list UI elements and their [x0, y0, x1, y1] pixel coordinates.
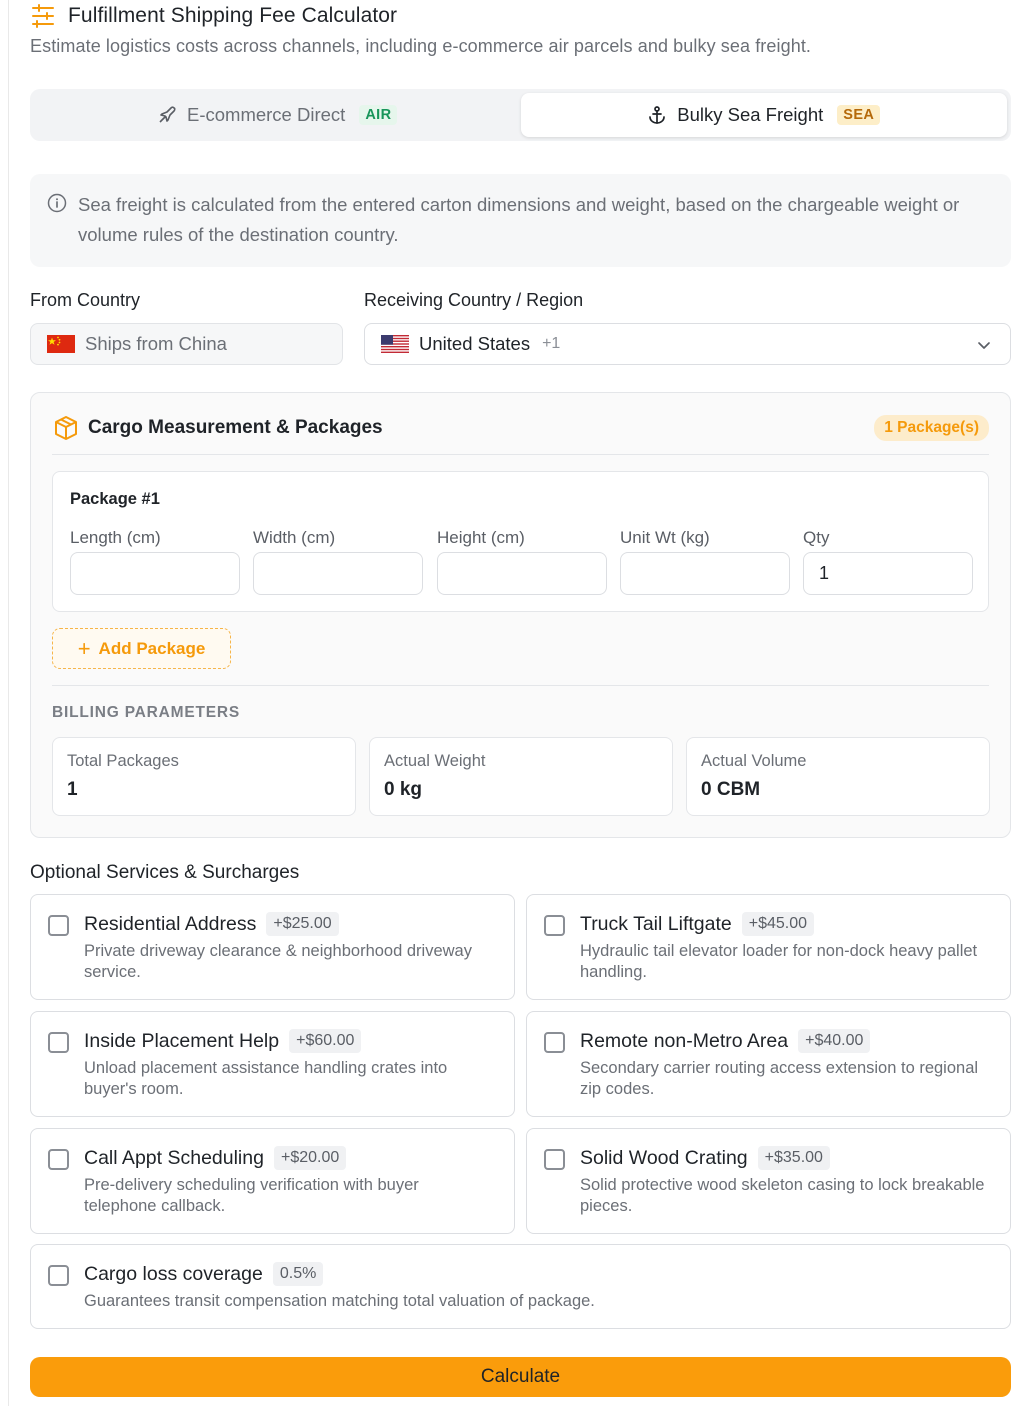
width-label: Width (cm)	[253, 528, 336, 547]
from-country-value: Ships from China	[85, 333, 227, 354]
option-name: Truck Tail Liftgate	[580, 912, 732, 935]
option-name: Residential Address	[84, 912, 257, 935]
option-description: Hydraulic tail elevator loader for non-dock heavy pallet handling.	[580, 942, 978, 981]
option-residential-address[interactable]	[30, 894, 515, 1000]
unit-weight-label: Unit Wt (kg)	[620, 528, 710, 547]
air-badge: AIR	[359, 105, 397, 125]
cargo-header	[52, 414, 383, 442]
tab-sea-label: Bulky Sea Freight	[677, 104, 824, 125]
plane-icon	[157, 105, 177, 125]
option-name: Call Appt Scheduling	[84, 1146, 264, 1169]
from-country-field	[30, 323, 343, 365]
receiving-country-label: Receiving Country / Region	[364, 290, 584, 310]
option-remote-non-metro-area[interactable]	[526, 1011, 1011, 1117]
stat-value: 0 CBM	[701, 779, 761, 800]
unit-weight-input[interactable]	[620, 552, 790, 595]
option-price: +$40.00	[798, 1029, 870, 1053]
qty-input[interactable]: 1	[803, 552, 973, 595]
tab-ecommerce-label: E-commerce Direct	[187, 104, 346, 125]
tab-ecommerce-direct[interactable]	[34, 93, 521, 137]
option-price: 0.5%	[273, 1262, 323, 1286]
option-call-appt-scheduling[interactable]	[30, 1128, 515, 1234]
stat-label: Actual Weight	[384, 752, 486, 770]
checkbox[interactable]	[544, 915, 565, 936]
option-price: +$35.00	[758, 1146, 830, 1170]
info-icon	[47, 193, 67, 213]
checkbox[interactable]	[544, 1149, 565, 1170]
option-truck-tail-liftgate[interactable]	[526, 894, 1011, 1000]
actual-weight-stat	[369, 737, 673, 816]
header	[30, 2, 397, 30]
package-card	[52, 471, 989, 612]
page-title: Fulfillment Shipping Fee Calculator	[68, 4, 398, 27]
option-inside-placement-help[interactable]	[30, 1011, 515, 1117]
option-name-row	[84, 1029, 361, 1053]
checkbox[interactable]	[48, 915, 69, 936]
length-label: Length (cm)	[70, 528, 161, 547]
more-countries-count: +1	[542, 335, 561, 352]
receiving-country-select[interactable]	[364, 323, 1011, 365]
chevron-down-icon	[976, 337, 992, 353]
us-flag-icon	[381, 335, 409, 353]
checkbox[interactable]	[544, 1032, 565, 1053]
option-name: Inside Placement Help	[84, 1029, 280, 1052]
checkbox[interactable]	[48, 1265, 69, 1286]
option-description: Unload placement assistance handling crates into buyer's room.	[84, 1059, 448, 1098]
stat-label: Total Packages	[67, 752, 179, 770]
width-input[interactable]	[253, 552, 423, 595]
sea-badge: SEA	[837, 105, 880, 125]
option-name-row	[84, 1146, 346, 1170]
cargo-section	[30, 392, 1011, 838]
option-name-row	[84, 912, 339, 936]
box-icon	[52, 414, 80, 442]
option-solid-wood-crating[interactable]	[526, 1128, 1011, 1234]
option-description: Solid protective wood skeleton casing to lock breakable pieces.	[580, 1176, 985, 1215]
stat-value: 0 kg	[384, 779, 423, 800]
divider	[52, 454, 989, 455]
length-input[interactable]	[70, 552, 240, 595]
add-package-label: Add Package	[98, 638, 206, 658]
height-input[interactable]	[437, 552, 607, 595]
actual-volume-stat	[686, 737, 990, 816]
checkbox[interactable]	[48, 1032, 69, 1053]
plus-icon: +	[77, 635, 91, 661]
total-packages-stat	[52, 737, 356, 816]
sliders-icon	[30, 3, 56, 29]
anchor-icon	[647, 105, 667, 125]
option-price: +$20.00	[274, 1146, 346, 1170]
height-label: Height (cm)	[437, 528, 525, 547]
package-count-badge: 1 Package(s)	[874, 415, 989, 441]
option-price: +$45.00	[742, 912, 814, 936]
option-name: Cargo loss coverage	[84, 1262, 263, 1285]
option-name-row	[84, 1262, 323, 1286]
add-package-button[interactable]	[52, 628, 231, 669]
billing-parameters-title: BILLING PARAMETERS	[52, 704, 241, 721]
optional-services-title: Optional Services & Surcharges	[30, 862, 300, 883]
page-subtitle: Estimate logistics costs across channels, including e-commerce air parcels and bulky sea freight.	[30, 36, 812, 56]
from-country-label: From Country	[30, 290, 141, 310]
option-description: Private driveway clearance & neighborhood driveway service.	[84, 942, 472, 981]
stat-label: Actual Volume	[701, 752, 807, 770]
qty-label: Qty	[803, 528, 830, 547]
option-name-row	[580, 1029, 870, 1053]
option-name-row	[580, 1146, 830, 1170]
checkbox[interactable]	[48, 1149, 69, 1170]
mode-tabs	[30, 89, 1011, 141]
tab-bulky-sea-freight[interactable]	[521, 93, 1008, 137]
option-price: +$25.00	[266, 912, 338, 936]
info-banner	[30, 174, 1011, 267]
option-name: Remote non-Metro Area	[580, 1029, 789, 1052]
option-description: Guarantees transit compensation matching total valuation of package.	[84, 1292, 595, 1310]
info-text: Sea freight is calculated from the entered carton dimensions and weight, based on the chargeable weight or volume rules of the destination country.	[78, 194, 960, 245]
option-name: Solid Wood Crating	[580, 1146, 748, 1169]
option-cargo-loss-coverage[interactable]	[30, 1244, 1011, 1329]
stat-value: 1	[67, 779, 78, 800]
cargo-title: Cargo Measurement & Packages	[88, 417, 383, 438]
option-price: +$60.00	[289, 1029, 361, 1053]
option-name-row	[580, 912, 814, 936]
china-flag-icon	[47, 335, 75, 353]
page-left-rule	[8, 0, 9, 1406]
option-description: Pre-delivery scheduling verification with buyer telephone callback.	[84, 1176, 419, 1215]
option-description: Secondary carrier routing access extension to regional zip codes.	[580, 1059, 979, 1098]
receiving-country-value: United States	[419, 333, 531, 354]
package-title: Package #1	[70, 490, 160, 508]
calculate-button[interactable]: Calculate	[30, 1357, 1011, 1397]
divider	[52, 685, 989, 686]
